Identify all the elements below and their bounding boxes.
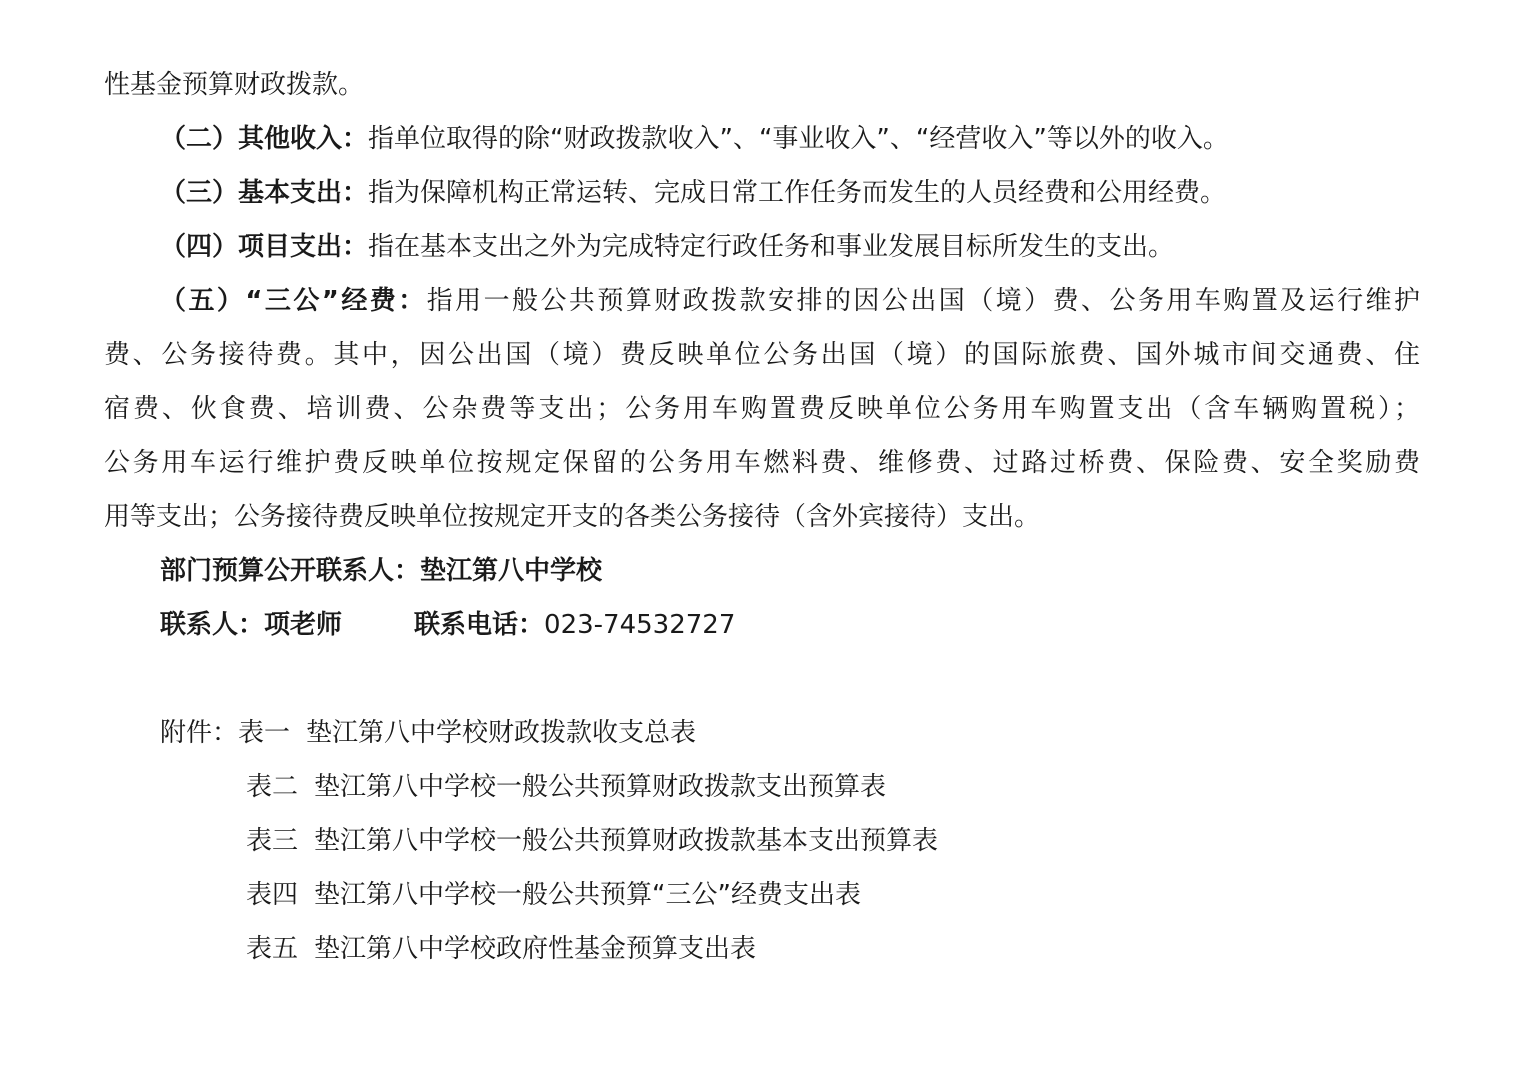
attachment-title: 垫江第八中学校政府性基金预算支出表: [314, 934, 757, 964]
three-public-line5-text: 用等支出；公务接待费反映单位按规定开支的各类公务接待（含外宾接待）支出。: [104, 502, 1041, 532]
paragraph-three-public-line3: [104, 382, 1420, 436]
paragraph-tail-line: [104, 58, 1420, 112]
attachments-label: 附件：: [160, 718, 239, 748]
attachment-tag: 表三: [246, 826, 299, 856]
contact-department-text: 部门预算公开联系人：垫江第八中学校: [160, 556, 603, 586]
paragraph-three-public-line2: [104, 328, 1420, 382]
three-public-line3-text: 宿费、伙食费、培训费、公杂费等支出；公务用车购置费反映单位公务用车购置支出（含车辆购置税）；: [104, 394, 1420, 424]
other-income-heading: （二）其他收入：: [160, 124, 369, 154]
project-expenditure-body: 指在基本支出之外为完成特定行政任务和事业发展目标所发生的支出。: [368, 232, 1175, 262]
attachment-row-3: [246, 814, 1420, 868]
contact-phone-label: 联系电话：: [414, 610, 545, 640]
contact-phone-value: 023-74532727: [544, 610, 736, 640]
project-expenditure-heading: （四）项目支出：: [160, 232, 369, 262]
attachment-tag: 表四: [246, 880, 299, 910]
paragraph-tail-text: 性基金预算财政拨款。: [104, 70, 365, 100]
attachment-row-5: [246, 922, 1420, 976]
attachment-tag: 表一: [238, 718, 291, 748]
basic-expenditure-heading: （三）基本支出：: [160, 178, 369, 208]
three-public-heading: （五）“三公”经费：: [160, 286, 427, 316]
paragraph-basic-expenditure: [160, 166, 1420, 220]
paragraph-other-income: [160, 112, 1420, 166]
paragraph-project-expenditure: [160, 220, 1420, 274]
contact-person-row: [160, 598, 1420, 652]
paragraph-three-public-line5: [104, 490, 1420, 544]
three-public-line2-text: 费、公务接待费。其中，因公出国（境）费反映单位公务出国（境）的国际旅费、国外城市间交通费、住: [104, 340, 1420, 370]
attachment-title: 垫江第八中学校一般公共预算财政拨款支出预算表: [314, 772, 887, 802]
attachment-title: 垫江第八中学校财政拨款收支总表: [306, 718, 697, 748]
attachment-row-1: [160, 706, 1420, 760]
attachment-row-4: [246, 868, 1420, 922]
attachment-tag: 表二: [246, 772, 299, 802]
attachment-row-2: [246, 760, 1420, 814]
contact-department: [160, 544, 1420, 598]
attachment-title: 垫江第八中学校一般公共预算财政拨款基本支出预算表: [314, 826, 939, 856]
paragraph-three-public-line1: [160, 274, 1420, 328]
other-income-body: 指单位取得的除“财政拨款收入”、“事业收入”、“经营收入”等以外的收入。: [368, 124, 1229, 154]
three-public-line1-text: 指用一般公共预算财政拨款安排的因公出国（境）费、公务用车购置及运行维护: [426, 286, 1420, 316]
paragraph-three-public-line4: [104, 436, 1420, 490]
three-public-line4-text: 公务用车运行维护费反映单位按规定保留的公务用车燃料费、维修费、过路过桥费、保险费、安全奖励费: [104, 448, 1420, 478]
basic-expenditure-body: 指为保障机构正常运转、完成日常工作任务而发生的人员经费和公用经费。: [368, 178, 1227, 208]
contact-person-text: 联系人：项老师: [160, 610, 343, 640]
attachment-tag: 表五: [246, 934, 299, 964]
attachment-title: 垫江第八中学校一般公共预算“三公”经费支出表: [314, 880, 861, 910]
